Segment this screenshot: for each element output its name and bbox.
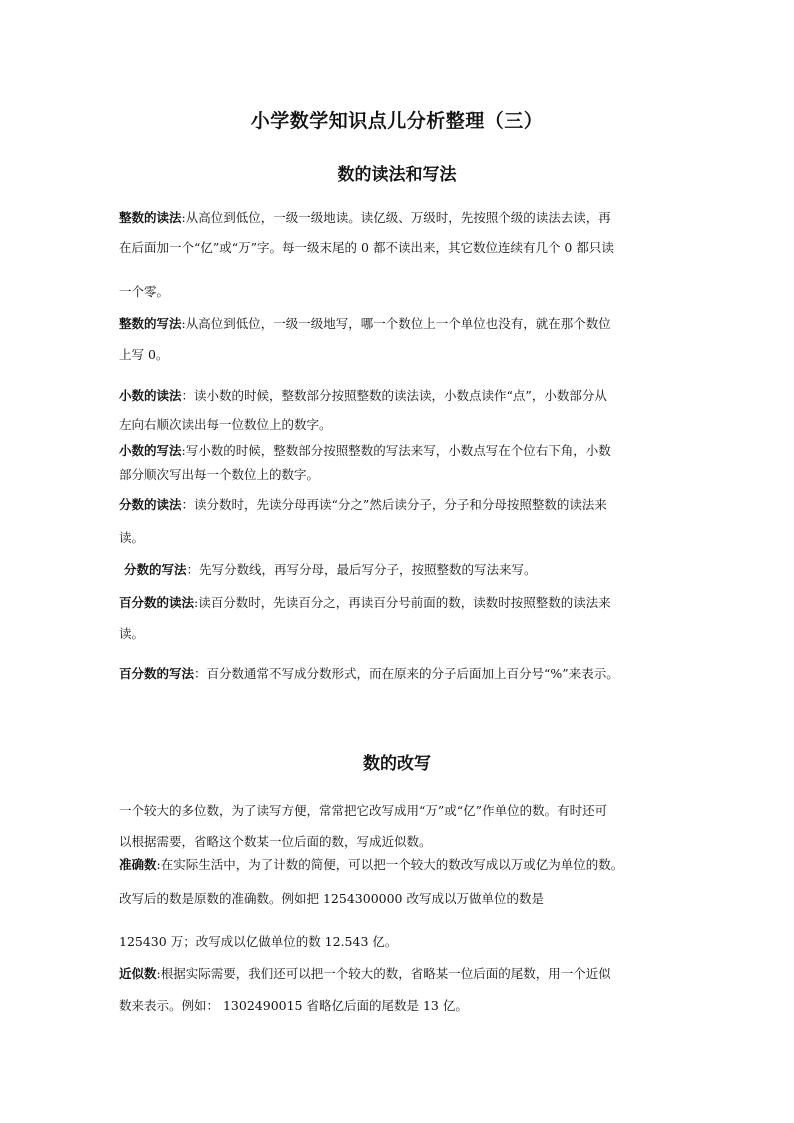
rewrite-intro-line-1: 一个较大的多位数，为了读写方便，常常把它改写成用“万”或“亿”作单位的数。有时还可 — [119, 803, 608, 818]
percent-read-line-1 — [119, 595, 689, 611]
integer-write-text-1: 从高位到低位，一级一级地写，哪一个数位上一个单位也没有，就在那个数位 — [185, 316, 611, 331]
fraction-read-label: 分数的读法 — [119, 497, 182, 512]
percent-read-label: 百分数的读法 — [119, 595, 195, 610]
section-heading-read-write: 数的读法和写法 — [337, 165, 457, 185]
decimal-write-label: 小数的写法 — [119, 443, 182, 458]
percent-read-line-2: 读。 — [119, 626, 145, 641]
approx-number-line-1 — [119, 966, 689, 982]
fraction-write-text-1: 先写分数线，再写分母，最后写分子，按照整数的写法来写。 — [199, 562, 537, 577]
integer-write-line-1 — [119, 316, 689, 332]
percent-write-line-1 — [119, 666, 689, 682]
label-colon: ： — [194, 666, 207, 681]
decimal-write-line-2: 部分顺次写出每一个数位上的数字。 — [119, 467, 320, 482]
decimal-write-text-1: 写小数的时候，整数部分按照整数的写法来写，小数点写在个位右下角，小数 — [185, 443, 611, 458]
fraction-write-line-1 — [124, 562, 694, 578]
exact-number-line-2: 改写后的数是原数的准确数。例如把 1254300000 改写成以万做单位的数是 — [119, 891, 544, 906]
label-colon: ： — [181, 497, 195, 512]
exact-number-line-3: 125430 万；改写成以亿做单位的数 12.543 亿。 — [119, 934, 398, 949]
integer-write-line-2: 上写 0。 — [119, 347, 169, 362]
integer-read-label: 整数的读法 — [119, 210, 182, 225]
decimal-read-text-1: 读小数的时候，整数部分按照整数的读法读，小数点读作“点”，小数部分从 — [194, 388, 607, 403]
decimal-read-label: 小数的读法 — [119, 388, 182, 403]
label-colon: : — [156, 857, 161, 872]
integer-write-label: 整数的写法 — [119, 316, 182, 331]
section-heading-rewrite: 数的改写 — [363, 754, 431, 774]
label-colon: ： — [181, 388, 195, 403]
label-colon: : — [194, 595, 199, 610]
label-colon: : — [181, 210, 186, 225]
integer-read-line-1 — [119, 210, 689, 226]
rewrite-intro-line-2: 以根据需要，省略这个数某一位后面的数，写成近似数。 — [119, 834, 432, 849]
decimal-write-line-1 — [119, 443, 689, 459]
fraction-read-line-2: 读。 — [119, 530, 145, 545]
approx-number-label: 近似数 — [119, 966, 157, 981]
exact-number-label: 准确数 — [119, 857, 157, 872]
integer-read-line-2: 在后面加一个“亿”或“万”字。每一级末尾的 0 都不读出来，其它数位连续有几个 0 都只读 — [119, 240, 614, 255]
integer-read-line-3: 一个零。 — [119, 284, 170, 299]
exact-number-line-1 — [119, 857, 689, 873]
decimal-read-line-1 — [119, 388, 689, 404]
label-colon: : — [181, 316, 186, 331]
fraction-write-label: 分数的写法 — [124, 562, 187, 577]
fraction-read-text-1: 读分数时，先读分母再读“分之”然后读分子，分子和分母按照整数的读法来 — [194, 497, 607, 512]
percent-read-text-1: 读百分数时，先读百分之，再读百分号前面的数，读数时按照整数的读法来 — [198, 595, 611, 610]
percent-write-text-1: 百分数通常不写成分数形式，而在原来的分子后面加上百分号“%”来表示。 — [206, 666, 619, 681]
integer-read-text-1: 从高位到低位，一级一级地读。读亿级、万级时，先按照个级的读法去读，再 — [185, 210, 611, 225]
exact-number-text-1: 在实际生活中，为了计数的简便，可以把一个较大的数改写成以万或亿为单位的数。 — [160, 857, 624, 872]
document-title: 小学数学知识点儿分析整理（三） — [250, 110, 544, 132]
decimal-read-line-2: 左向右顺次读出每一位数位上的数字。 — [119, 417, 332, 432]
label-colon: : — [181, 443, 186, 458]
label-colon: ： — [186, 562, 200, 577]
label-colon: : — [156, 966, 161, 981]
approx-number-text-1: 根据实际需要，我们还可以把一个较大的数，省略某一位后面的尾数，用一个近似 — [160, 966, 611, 981]
approx-number-line-2: 数来表示。例如： 1302490015 省略亿后面的尾数是 13 亿。 — [119, 998, 468, 1013]
percent-write-label: 百分数的写法 — [119, 666, 195, 681]
fraction-read-line-1 — [119, 497, 689, 513]
